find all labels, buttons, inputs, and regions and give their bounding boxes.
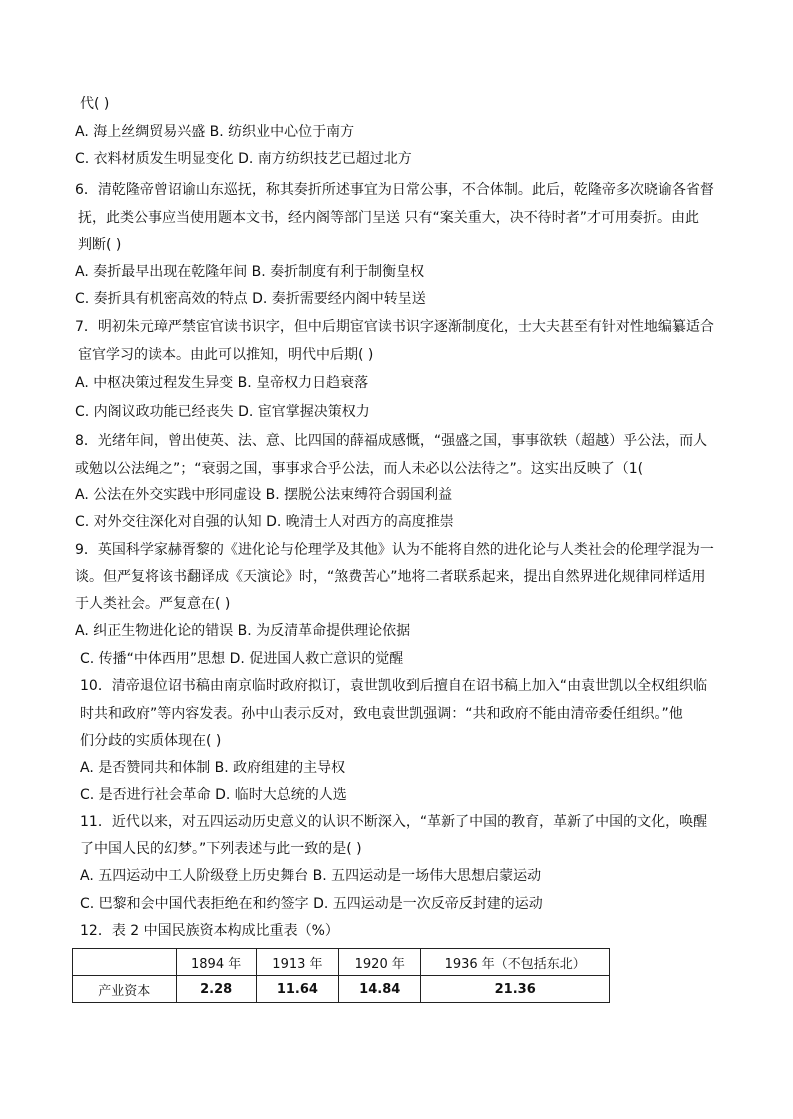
question-6-stem-line-3: 判断( ) [78, 237, 122, 253]
question-7-stem-line-2: 宦官学习的读本。由此可以推知，明代中后期( ) [78, 347, 374, 363]
question-5-stem-end: 代( ) [80, 96, 110, 112]
table-header-cell: 1920 年 [339, 949, 421, 976]
question-8-option-ab: A. 公法在外交实践中形同虚设 B. 摆脱公法束缚符合弱国利益 [75, 487, 453, 503]
question-9-stem-line-1: 9．英国科学家赫胥黎的《进化论与伦理学及其他》认为不能将自然的进化论与人类社会的伦理学混为一 [75, 542, 714, 558]
question-11-stem-line-1: 11．近代以来，对五四运动历史意义的认识不断深入，“革新了中国的教育，革新了中国的文化，唤醒 [80, 814, 708, 830]
question-10-stem-line-2: 时共和政府”等内容发表。孙中山表示反对，致电袁世凯强调：“共和政府不能由清帝委任组织。”他 [80, 706, 683, 722]
question-12-stem: 12．表 2 中国民族资本构成比重表（%） [80, 923, 339, 939]
question-6-option-ab: A. 奏折最早出现在乾隆年间 B. 奏折制度有利于制衡皇权 [75, 264, 425, 280]
question-11-stem-line-2: 了中国人民的幻梦。”下列表述与此一致的是( ) [80, 841, 362, 857]
question-10-stem-line-1: 10．清帝退位诏书稿由南京临时政府拟订，袁世凯收到后擅自在诏书稿上加入“由袁世凯以全权组织临 [80, 678, 708, 694]
question-6-stem-line-2: 抚，此类公事应当使用题本文书，经内阁等部门呈送 只有“案关重大，决不待时者”才可用奏折。由此 [78, 210, 699, 226]
question-10-stem-line-3: 们分歧的实质体现在( ) [80, 733, 222, 749]
table-header-cell: 1913 年 [256, 949, 338, 976]
table-cell: 2.28 [176, 976, 256, 1003]
question-10-option-ab: A. 是否赞同共和体制 B. 政府组建的主导权 [80, 760, 346, 776]
capital-composition-table [72, 948, 610, 1003]
table-cell: 21.36 [421, 976, 610, 1003]
question-6-option-cd: C. 奏折具有机密高效的特点 D. 奏折需要经内阁中转呈送 [75, 291, 426, 307]
table-cell: 14.84 [339, 976, 421, 1003]
table-cell-label: 产业资本 [73, 976, 177, 1003]
table-cell: 11.64 [256, 976, 338, 1003]
table-header-cell: 1894 年 [176, 949, 256, 976]
question-9-option-ab: A. 纠正生物进化论的错误 B. 为反清革命提供理论依据 [75, 623, 411, 639]
question-7-option-cd: C. 内阁议政功能已经丧失 D. 宦官掌握决策权力 [75, 404, 370, 420]
data-table [72, 948, 610, 1003]
question-5-option-cd: C. 衣料材质发生明显变化 D. 南方纺织技艺已超过北方 [75, 151, 412, 167]
question-9-stem-line-2: 谈。但严复将该书翻译成《天演论》时，“煞费苦心”地将二者联系起来，提出自然界进化规律同样适用 [75, 569, 706, 585]
question-8-stem-line-2: 或勉以公法绳之”；“衰弱之国，事事求合乎公法，而人未必以公法待之”。这实出反映了（1( [75, 461, 644, 477]
table-header-cell: 1936 年（不包括东北） [421, 949, 610, 976]
question-11-option-cd: C. 巴黎和会中国代表拒绝在和约签字 D. 五四运动是一次反帝反封建的运动 [80, 896, 543, 912]
table-header-row [73, 949, 610, 976]
table-header-cell [73, 949, 177, 976]
table-row [73, 976, 610, 1003]
question-8-stem-line-1: 8．光绪年间，曾出使英、法、意、比四国的薛福成感慨，“强盛之国，事事欲轶（超越）乎公法，而人 [75, 433, 708, 449]
question-5-option-ab: A. 海上丝绸贸易兴盛 B. 纺织业中心位于南方 [75, 124, 355, 140]
question-10-option-cd: C. 是否进行社会革命 D. 临时大总统的人选 [80, 787, 347, 803]
question-11-option-ab: A. 五四运动中工人阶级登上历史舞台 B. 五四运动是一场伟大思想启蒙运动 [80, 868, 542, 884]
question-8-option-cd: C. 对外交往深化对自强的认知 D. 晚清士人对西方的高度推崇 [75, 514, 454, 530]
question-9-option-cd: C. 传播“中体西用”思想 D. 促进国人救亡意识的觉醒 [80, 651, 404, 667]
question-9-stem-line-3: 于人类社会。严复意在( ) [75, 596, 231, 612]
question-7-stem-line-1: 7．明初朱元璋严禁宦官读书识字，但中后期宦官读书识字逐渐制度化，士大夫甚至有针对性地编纂适合 [75, 319, 714, 335]
question-7-option-ab: A. 中枢决策过程发生异变 B. 皇帝权力日趋衰落 [75, 375, 369, 391]
question-6-stem-line-1: 6．清乾隆帝曾诏谕山东巡抚，称其奏折所述事宜为日常公事，不合体制。此后，乾隆帝多次晓谕各省督 [75, 182, 714, 198]
